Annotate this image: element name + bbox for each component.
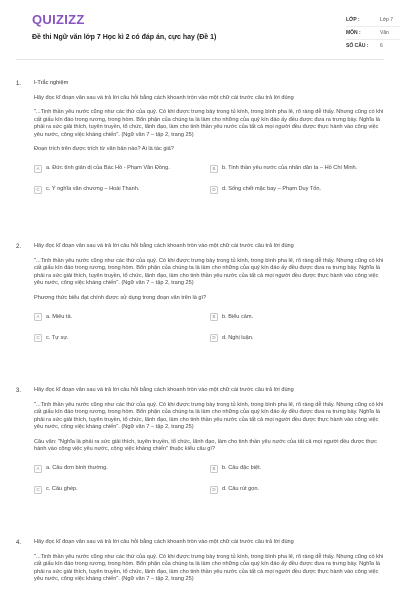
option-letter: C: [34, 486, 42, 494]
meta-value: 6: [380, 43, 383, 50]
option-letter: C: [34, 186, 42, 194]
answer-options: [34, 161, 386, 203]
question-prompt: Phương thức biểu đạt chính được sử dụng trong đoạn văn trên là gì?: [34, 294, 207, 301]
meta-label: SỐ CÂU :: [346, 43, 369, 50]
option-letter: A: [34, 465, 42, 473]
question-prompt: Đoạn trích trên được trích từ văn bản nào? Ai là tác giả?: [34, 146, 174, 153]
option-letter: A: [34, 165, 42, 173]
question-body: [34, 243, 386, 351]
question-number: 1.: [16, 81, 22, 87]
option-text: b. Câu đặc biệt.: [222, 465, 262, 472]
option-text: a. Câu đơn bình thường.: [46, 465, 108, 472]
meta-value: Văn: [380, 29, 389, 36]
question-passage: "...Tinh thần yêu nước cũng như các thứ của quý. Có khi được trưng bày trong tủ kính, trong bình pha lê, rõ ràng dễ thấy. Nhưng cũng có khi cất giấu kín đáo trong rương, trong hòm. Bổn phận của chúng ta là làm cho những của quý kín đáo ấy đều được đưa ra trưng bày. Nghĩa là phải ra sức giải thích, tuyên truyền, tổ chức, lãnh đạo, làm cho tinh thần yêu nước của tất cả mọi người đều được thực hành vào công việc yêu nước, công việc kháng chiến". (Ngữ văn 7 – tập 2, trang 25): [34, 257, 384, 287]
option-text: d. Câu rút gọn.: [222, 486, 260, 493]
option-letter: B: [210, 313, 218, 321]
question-passage: "...Tinh thần yêu nước cũng như các thứ của quý. Có khi được trưng bày trong tủ kính, trong bình pha lê, rõ ràng dễ thấy. Nhưng cũng có khi cất giấu kín đáo trong rương, trong hòm. Bổn phận của chúng ta là làm cho những của quý kín đáo ấy đều được đưa ra trưng bày. Nghĩa là phải ra sức giải thích, tuyên truyền, tổ chức, lãnh đạo, làm cho tinh thần yêu nước của tất cả mọi người đều được thực hành vào công việc yêu nước, công việc kháng chiến". (Ngữ văn 7 – tập 2, trang 25): [34, 109, 384, 138]
answer-option-b[interactable]: [210, 309, 386, 325]
option-text: c. Câu ghép.: [46, 486, 78, 493]
option-letter: B: [210, 465, 218, 473]
meta-label: LỚP :: [346, 16, 360, 23]
worksheet-header: [16, 0, 394, 60]
question-instruction: Hãy đọc kĩ đoạn văn sau và trả lời câu hỏi bằng cách khoanh tròn vào một chữ cái trước câu trả lời đúng: [34, 387, 294, 393]
option-text: d. Nghị luận.: [222, 334, 254, 341]
question-prompt: Câu văn: "Nghĩa là phải ra sức giải thích, tuyên truyền, tổ chức, lãnh đạo, làm cho tinh thần yêu nước của tất cả mọi người đều được thực hành vào công việc yêu nước, công việc kháng chiến" thuộc kiểu câu gì?: [34, 438, 377, 453]
option-text: b. Tinh thần yêu nước của nhân dân ta – Hồ Chí Minh.: [222, 165, 358, 172]
section-heading: I-Trắc nghiệm: [34, 80, 69, 86]
question-instruction: Hãy đọc kĩ đoạn văn sau và trả lời câu hỏi bằng cách khoanh tròn vào một chữ cái trước câu trả lời đúng: [34, 94, 294, 101]
worksheet-title: Đề thi Ngữ văn lớp 7 Học kì 2 có đáp án, cực hay (Đề 1): [32, 34, 217, 41]
question-passage: "...Tinh thần yêu nước cũng như các thứ của quý. Có khi được trưng bày trong tủ kính, trong bình pha lê, rõ ràng dễ thấy. Nhưng cũng có khi cất giấu kín đáo trong rương, trong hòm. Bổn phận của chúng ta là làm cho những của quý kín đáo ấy đều được đưa ra trưng bày. Nghĩa là phải ra sức giải thích, tuyên truyền, tổ chức, lãnh đạo, làm cho tinh thần yêu nước của tất cả mọi người đều được thực hành vào công việc yêu nước, công việc kháng chiến". (Ngữ văn 7 – tập 2, trang 25): [34, 553, 384, 583]
answer-option-b[interactable]: [210, 461, 386, 477]
answer-option-d[interactable]: [210, 482, 386, 498]
option-text: a. Đức tính giản dị của Bác Hồ - Phạm Văn Đồng.: [46, 165, 170, 172]
answer-option-a[interactable]: [34, 461, 210, 477]
answer-option-c[interactable]: [34, 182, 210, 198]
worksheet-meta: [346, 14, 400, 53]
question-number: 4.: [16, 540, 22, 546]
answer-option-d[interactable]: [210, 330, 386, 346]
answer-option-d[interactable]: [210, 182, 386, 198]
answer-option-c[interactable]: [34, 482, 210, 498]
option-letter: B: [210, 165, 218, 173]
option-letter: D: [210, 186, 218, 194]
question-body: [34, 80, 386, 203]
answer-option-a[interactable]: [34, 309, 210, 325]
meta-value: Lớp 7: [380, 16, 394, 23]
quizizz-logo: QUIZIZZ: [32, 12, 85, 27]
option-letter: A: [34, 313, 42, 321]
question-body: [34, 539, 386, 591]
question-instruction: Hãy đọc kĩ đoạn văn sau và trả lời câu hỏi bằng cách khoanh tròn vào một chữ cái trước câu trả lời đúng: [34, 539, 294, 545]
answer-option-c[interactable]: [34, 330, 210, 346]
meta-label: MÔN :: [346, 29, 361, 36]
answer-option-a[interactable]: [34, 161, 210, 177]
answer-options: [34, 309, 386, 351]
question-number: 2.: [16, 244, 22, 250]
question-instruction: Hãy đọc kĩ đoạn văn sau và trả lời câu hỏi bằng cách khoanh tròn vào một chữ cái trước câu trả lời đúng: [34, 243, 294, 249]
option-letter: D: [210, 486, 218, 494]
option-text: c. Tự sự.: [46, 334, 69, 341]
answer-options: [34, 461, 386, 503]
answer-option-b[interactable]: [210, 161, 386, 177]
meta-grade: [346, 14, 400, 27]
option-text: d. Sống chết mặc bay – Phạm Duy Tốn.: [222, 186, 322, 193]
question-number: 3.: [16, 388, 22, 394]
option-text: a. Miêu tả.: [46, 313, 73, 320]
option-text: c. Ý nghĩa văn chương – Hoài Thanh.: [46, 186, 140, 193]
option-text: b. Biểu cảm.: [222, 313, 254, 320]
question-body: [34, 387, 386, 503]
question-passage: "...Tinh thần yêu nước cũng như các thứ của quý. Có khi được trưng bày trong tủ kính, trong bình pha lê, rõ ràng dễ thấy. Nhưng cũng có khi cất giấu kín đáo trong rương, trong hòm. Bổn phận của chúng ta là làm cho những của quý kín đáo ấy đều được đưa ra trưng bày. Nghĩa là phải ra sức giải thích, tuyên truyền, tổ chức, lãnh đạo, làm cho tinh thần yêu nước của tất cả mọi người đều được thực hành vào công việc yêu nước, công việc kháng chiến". (Ngữ văn 7 – tập 2, trang 25): [34, 401, 384, 431]
meta-question-count: [346, 40, 400, 53]
meta-subject: [346, 27, 400, 40]
option-letter: C: [34, 334, 42, 342]
option-letter: D: [210, 334, 218, 342]
